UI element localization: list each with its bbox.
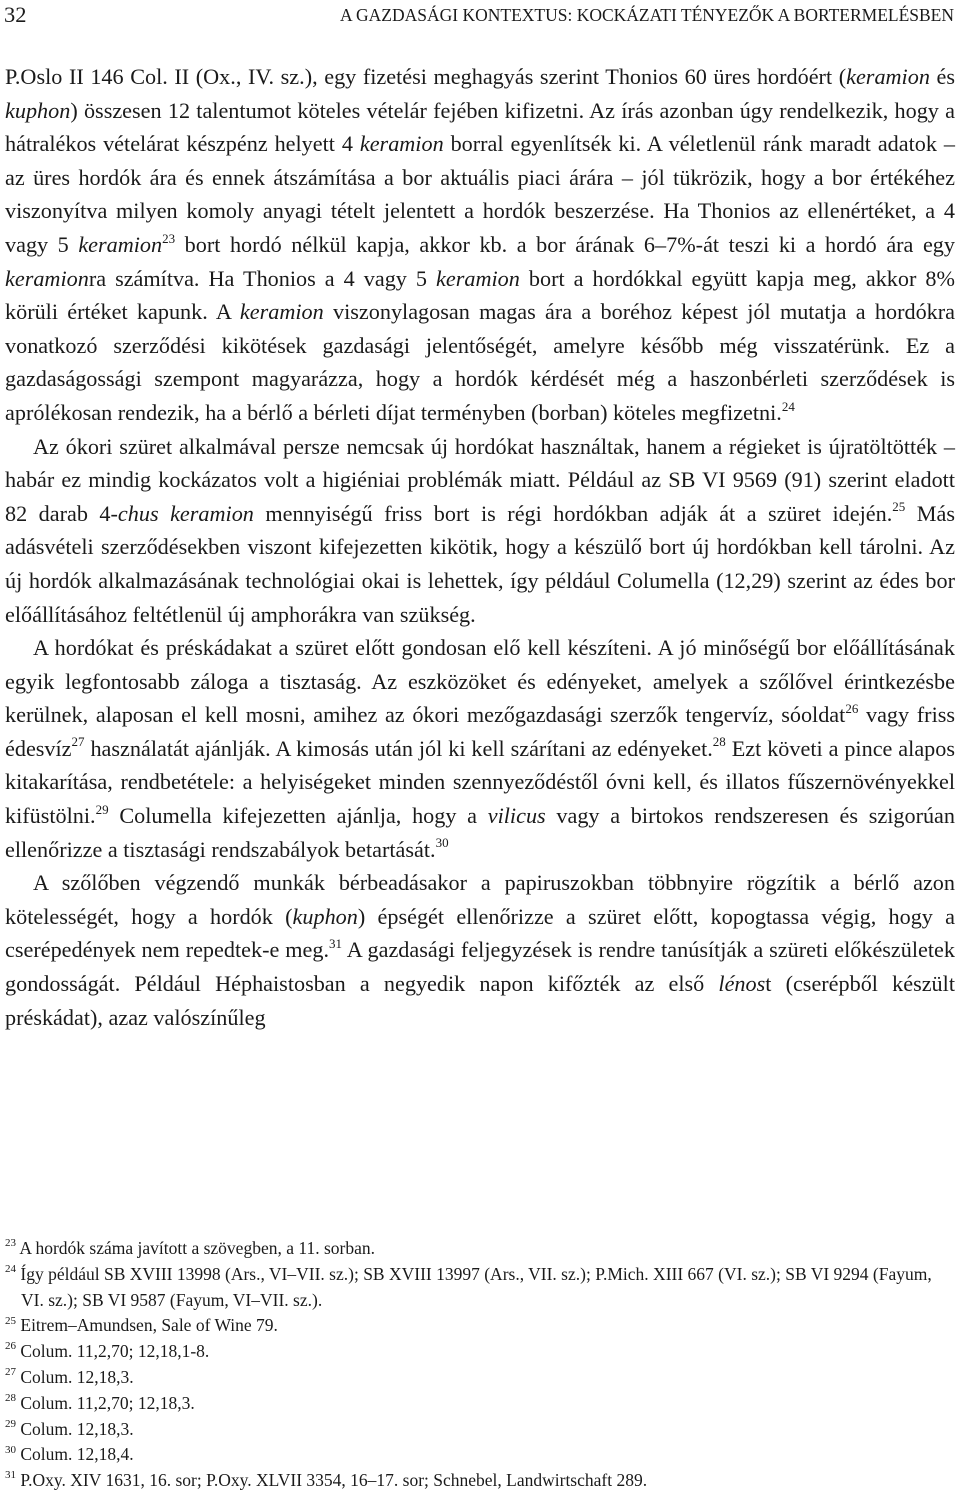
body-text (5, 60, 955, 1034)
paragraph (5, 60, 955, 430)
text-run: Más adásvételi szerződésekben viszont kifejezetten kikötik, hogy a készülő bort új hordókban kell tárolni. Az új hordók alkalmazásának technológiai okai is lehettek, így például Columella (12,29) szerint az édes bor előállításához feltétlenül új amphorákra van szükség. (5, 500, 955, 627)
footnote-text: Eitrem–Amundsen, Sale of Wine 79. (16, 1315, 278, 1336)
text-run: A gazdasági feljegyzések is rendre tanúsítják a szüreti előkészületek gondosságát. Például Héphaistosban a negyedik napon kifőzték az első (5, 937, 955, 997)
italic-term: keramion (846, 64, 930, 89)
footnote-ref: 24 (781, 398, 795, 414)
footnote-ref: 29 (95, 801, 109, 817)
italic-term: chus keramion (117, 500, 254, 526)
footnote (5, 1365, 955, 1391)
footnote (5, 1313, 955, 1339)
footnote (5, 1442, 955, 1468)
footnote-text: Colum. 12,18,3. (16, 1366, 134, 1387)
footnote-ref: 27 (71, 734, 85, 750)
italic-term: keramion (359, 131, 444, 157)
footnote (5, 1468, 955, 1494)
paragraph (5, 866, 955, 1034)
footnote-text: Colum. 11,2,70; 12,18,3. (16, 1392, 195, 1413)
italic-term: kuphon (292, 903, 358, 929)
italic-term: kuphon (5, 97, 71, 123)
text-run: bort a hordókkal együtt kapja meg, akkor 8% körüli értéket kapunk. A (5, 265, 955, 325)
footnote (5, 1236, 955, 1262)
footnote (5, 1417, 955, 1443)
footnote-number: 31 (5, 1469, 16, 1482)
text-run: borral egyenlítsék ki. A véletlenül ránk maradt adatok – az üres hordók ára és ennek átszámítása a bor aktuális piaci árára – jól tükrözik, hogy a bor értékéhez viszonyítva milyen komoly anyagi tételt jelentett a hordók beszerzése. Ha Thonios az ellenértéket, a 4 vagy 5 (5, 131, 955, 257)
paragraph (5, 631, 955, 866)
italic-term: keramion (5, 265, 89, 291)
footnote-text: Colum. 12,18,4. (16, 1444, 134, 1465)
footnote-text: Colum. 12,18,3. (16, 1418, 134, 1439)
footnote-number: 23 (5, 1237, 16, 1250)
footnote-text: P.Oxy. XIV 1631, 16. sor; P.Oxy. XLVII 3354, 16–17. sor; Schnebel, Landwirtschaft 289. (16, 1470, 648, 1491)
footnote-text: Így például SB XVIII 13998 (Ars., VI–VII. sz.); SB XVIII 13997 (Ars., VII. sz.); P.Mich. XIII 667 (VI. sz.); SB VI 9294 (Fayum, VI. sz.); SB VI 9587 (Fayum, VI–VII. sz.). (16, 1263, 932, 1310)
footnote-number: 24 (5, 1262, 16, 1275)
text-run: vagy friss édesvíz (5, 702, 955, 761)
text-run: bort hordó nélkül kapja, akkor kb. a bor árának 6–7%-át teszi ki a hordó ára egy (175, 231, 955, 257)
footnote-ref: 26 (845, 700, 859, 716)
footnotes (5, 1236, 955, 1494)
text-run: A szőlőben végzendő munkák bérbeadásakor a papiruszokban többnyire rögzítik a bérlő azon kötelességét, hogy a hordók ( (5, 870, 955, 929)
page-header (4, 2, 954, 32)
page-number: 32 (4, 2, 27, 27)
italic-term: lénos (718, 971, 766, 997)
text-run: és (929, 64, 956, 89)
footnote-number: 26 (5, 1340, 16, 1353)
text-run: mennyiségű friss bort is régi hordókban adják át a szüret idején. (253, 500, 893, 526)
footnote-ref: 30 (435, 835, 449, 851)
text-run: ) összesen 12 talentumot köteles vételár fejében kifizetni. Az írás azonban úgy rendelkezik, hogy a hátralékos vételárat készpénz helyett 4 (5, 97, 955, 157)
italic-term: keramion (78, 231, 163, 257)
text-run: P.Oslo II 146 Col. II (Ox., IV. sz.), egy fizetési meghagyás szerint Thonios 60 üres hordóért ( (5, 64, 847, 89)
footnote (5, 1339, 955, 1365)
italic-term: keramion (239, 299, 324, 325)
running-title: A GAZDASÁGI KONTEXTUS: KOCKÁZATI TÉNYEZŐK A BORTERMELÉSBEN (339, 5, 954, 25)
footnote-number: 27 (5, 1366, 16, 1379)
text-run: ra számítva. Ha Thonios a 4 vagy 5 (88, 265, 437, 291)
footnote-ref: 31 (329, 936, 343, 952)
italic-term: keramion (436, 265, 520, 291)
footnote-number: 29 (5, 1417, 16, 1430)
footnote-ref: 28 (712, 734, 726, 750)
footnote-ref: 23 (162, 230, 176, 246)
text-run: használatát ajánlják. A kimosás után jól ki kell szárítani az edényeket. (84, 735, 713, 761)
text-run: t (cserépből készült préskádat), azaz valószínűleg (5, 971, 955, 1030)
text-run: viszonylagosan magas ára a boréhoz képest jól mutatja a hordókra vonatkozó szerződési kikötések gazdasági jelentőségét, amelyre később még visszatérünk. Ez a gazdaságossági szempont magyarázza, hogy a hordók kérdését még a haszonbérleti szerződések is aprólékosan rendezik, ha a bérlő a bérleti díjat terményben (borban) köteles megfizetni. (5, 299, 955, 425)
italic-term: vilicus (487, 803, 546, 829)
paragraph (5, 430, 955, 632)
footnote-number: 28 (5, 1391, 16, 1404)
text-run: A hordókat és préskádakat a szüret előtt gondosan elő kell készíteni. A jó minőségű bor előállításának egyik legfontosabb záloga a tisztaság. Az eszközöket és edényeket, amelyek a szőlővel érintkezésbe kerülnek, alaposan el kell mosni, amihez az ókori mezőgazdasági szerzők tengervíz, sóoldat (5, 635, 955, 728)
text-run: Ezt követi a pince alapos kitakarítása, rendbetétele: a helyiségeket minden szennyeződéstől óvni kell, és illatos fűszernövényekkel kifüstölni. (5, 735, 955, 829)
footnote-number: 25 (5, 1314, 16, 1327)
footnote-text: Colum. 11,2,70; 12,18,1-8. (16, 1341, 210, 1362)
footnote (5, 1262, 955, 1314)
footnote-number: 30 (5, 1443, 16, 1456)
text-run: ) épségét ellenőrizze a szüret előtt, kopogtassa végig, hogy a cserépedények nem repedtek-e meg. (5, 903, 956, 963)
text-run: Columella kifejezetten ajánlja, hogy a (108, 803, 488, 829)
footnote-text: A hordók száma javított a szövegben, a 11. sorban. (16, 1238, 375, 1258)
text-run: Az ókori szüret alkalmával persze nemcsak új hordókat használtak, hanem a régieket is újratöltötték – habár ez mindig kockázatos volt a higiéniai problémák miatt. Például az SB VI 9569 (91) szerint eladott 82 darab 4- (5, 433, 955, 526)
footnote-ref: 25 (892, 499, 906, 515)
footnote (5, 1391, 955, 1417)
text-run: vagy a birtokos rendszeresen és szigorúan ellenőrizze a tisztasági rendszabályok betartását. (5, 803, 956, 862)
